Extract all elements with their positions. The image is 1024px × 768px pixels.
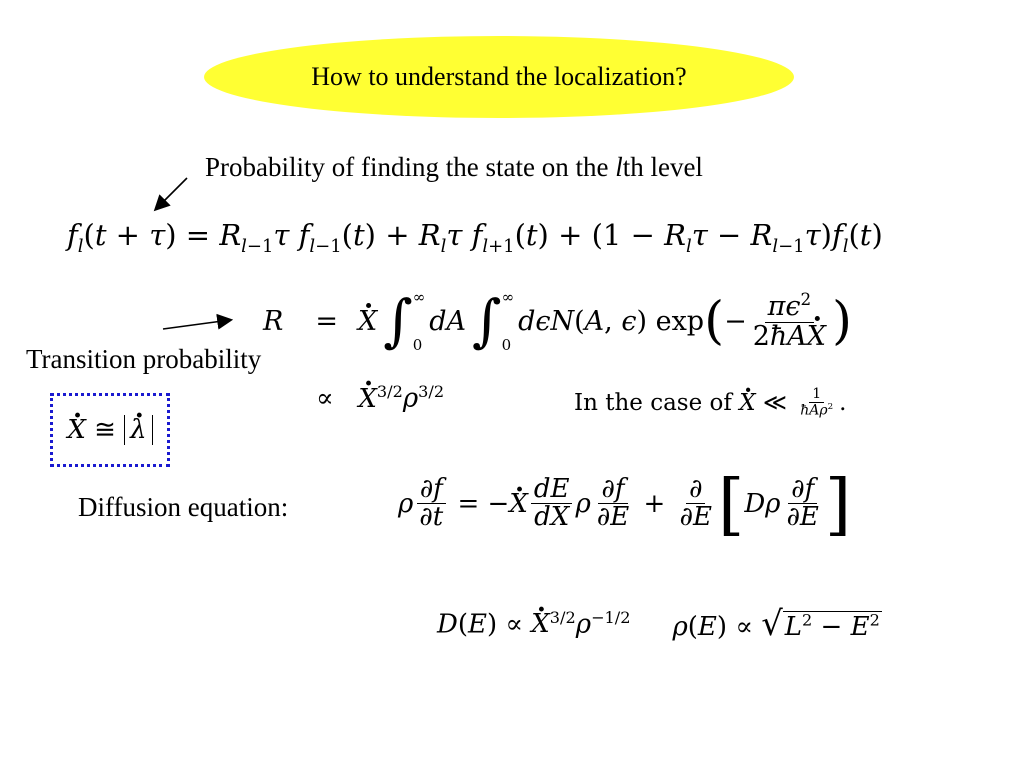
diffusion-equation: ρ $\frac{\partial f}{\partial t}$ = − · X $\frac{dE}{dX}$ ρ $\frac{\partial f}{\partial E}$ + $\frac{\partial}{\partial E}$ [ Dρ $\frac{\partial f}{\partial E}$ ] (398, 470, 851, 538)
scaling-relations: D(E) ∝ · $X^{3/2}\rho^{-1/2}$ $\rho(E) \propto √L^2 - E^2$ (437, 604, 882, 643)
title-banner (204, 36, 794, 118)
case-text: In the case of (574, 389, 732, 416)
arrow-to-R (163, 320, 230, 329)
proportional-equation: ∝ · $X^{3/2}\rho^{3/2}$ (316, 382, 444, 414)
transition-label: Transition probability (26, 344, 262, 374)
page-title: How to understand the localization? (311, 62, 687, 91)
master-equation: $f_l(t + \tau) = R_{l-1}\tau$ $f_{l-1}(t) + R_l\tau$ $f_{l+1}(t) + (1 - R_l\tau - R_{l-1}\tau)f_l(t)$ (67, 218, 883, 257)
rate-equation: R = · X ∫ ∞ 0 dA ∫ ∞ 0 dϵN(A, ϵ) exp ( − $\frac{\pi\epsilon^2}{2ħA\cdot X}$ ) (263, 288, 852, 354)
diffusion-label: Diffusion equation: (78, 492, 289, 522)
arrow-to-fl (156, 178, 187, 209)
probability-label-prefix: Probability of finding the state on the (205, 152, 616, 182)
xdot-relation-box: · X ≅ · λ (50, 393, 170, 467)
probability-label-l: l (615, 152, 623, 182)
probability-label-suffix: th level (622, 152, 703, 182)
probability-label (205, 152, 703, 183)
case-condition: In the case of · X ≪ $\frac{1}{ħA\rho^2}$ . (574, 387, 846, 418)
